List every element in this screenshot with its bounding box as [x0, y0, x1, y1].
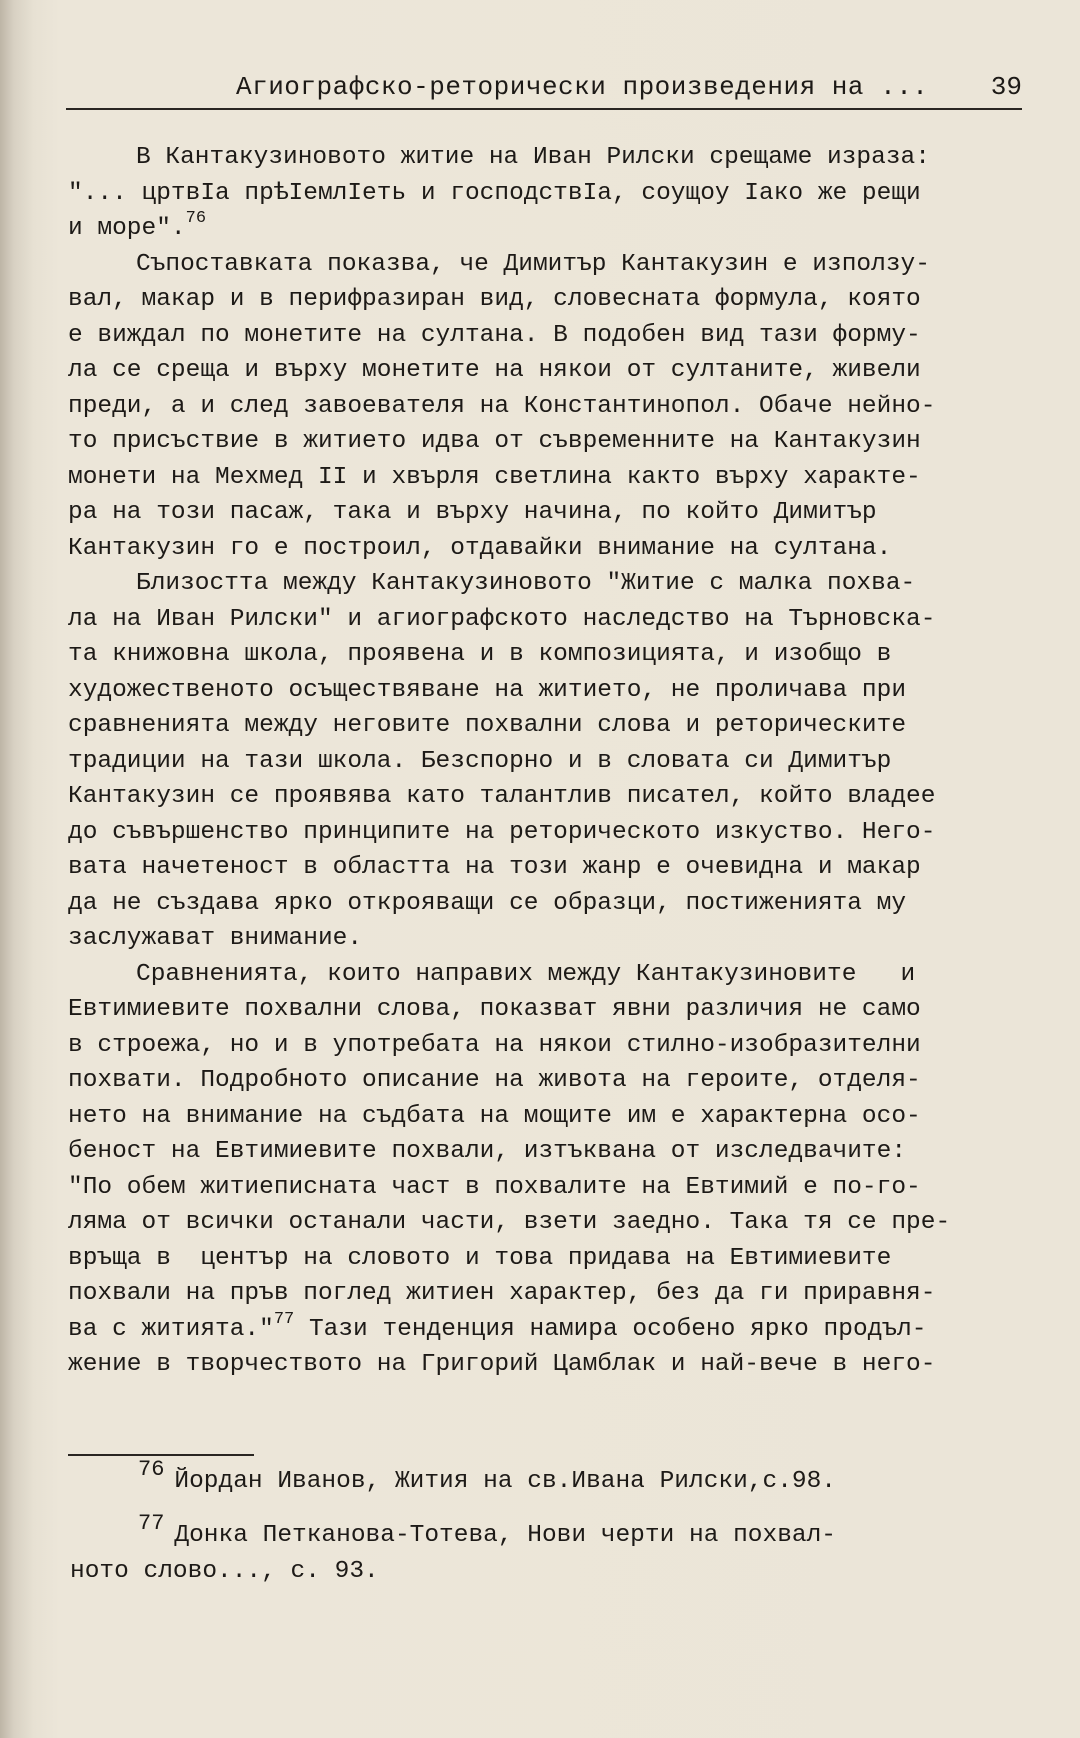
- text-line: "По обем житиеписната част в похвалите на Евтимий е по-го-: [68, 1173, 921, 1201]
- text-line: връща в център на словото и това придава на Евтимиевите: [68, 1244, 892, 1272]
- text-line: заслужават внимание.: [68, 925, 363, 952]
- footnote-77: [70, 1511, 1060, 1554]
- footnote-number: 77: [138, 1511, 165, 1536]
- text-line: В Кантакузиновото житие на Иван Рилски срещаме израза:: [136, 144, 930, 171]
- footnote-76: [70, 1457, 1060, 1500]
- text-line: беност на Евтимиевите похвали, изтъквана от изследвачите:: [68, 1138, 907, 1165]
- main-text: [68, 140, 1028, 1383]
- running-title: Агиографско-реторически произведения на ...: [236, 72, 929, 102]
- text-line: та книжовна школа, проявена и в композицията, и изобщо в: [68, 641, 892, 668]
- text-line: вал, макар и в перифразиран вид, словесната формула, която: [68, 286, 921, 313]
- text-line: в строежа, но и в употребата на някои стилно-изобразителни: [68, 1031, 921, 1059]
- text-line: монети на Мехмед II и хвърля светлина както върху характе-: [68, 463, 921, 491]
- text-line: ляма от всички останали части, взети заедно. Така тя се пре-: [68, 1209, 951, 1236]
- footnote-text: Донка Петканова-Тотева, Нови черти на похвал-: [174, 1522, 837, 1549]
- footnote-ref-77: 77: [273, 1309, 295, 1329]
- footnote-text: Йордан Иванов, Жития на св.Ивана Рилски,с.98.: [174, 1468, 837, 1495]
- text-line: [68, 1309, 1028, 1348]
- page-number: 39: [990, 72, 1022, 102]
- text-line: Съпоставката показва, че Димитър Кантакузин е използу-: [136, 250, 930, 278]
- text-line: то присъствие в житието идва от съвременните на Кантакузин: [68, 428, 921, 455]
- text-line: до съвършенство принципите на реторическото изкуство. Него-: [68, 818, 936, 846]
- text-line: Близостта между Кантакузиновото "Житие с малка похва-: [136, 570, 916, 597]
- text-line: нето на внимание на съдбата на мощите им е характерна осо-: [68, 1102, 921, 1130]
- text-line: Евтимиевите похвални слова, показват явни различия не само: [68, 996, 921, 1023]
- text-line: ла се среща и върху монетите на някои от султаните, живели: [68, 357, 921, 384]
- footnote-ref-76: 76: [185, 209, 207, 228]
- text-line: преди, а и след завоевателя на Константинопол. Обаче нейно-: [68, 392, 936, 420]
- text-fragment: Тази тенденция намира особено ярко продъл-: [294, 1315, 927, 1343]
- text-line: похвати. Подробното описание на живота на героите, отделя-: [68, 1067, 921, 1094]
- footnote-number: 76: [138, 1457, 165, 1482]
- text-line: ра на този пасаж, така и върху начина, по който Димитър: [68, 499, 877, 526]
- text-line: жение в творчеството на Григорий Цамблак и най-вече в него-: [68, 1351, 936, 1378]
- text-line: похвали на пръв поглед житиен характер, без да ги приравня-: [68, 1280, 936, 1307]
- text-line: сравненията между неговите похвални слова и реторическите: [68, 712, 907, 739]
- running-header: [66, 72, 1022, 110]
- footnotes: [70, 1457, 1060, 1590]
- text-line: художественото осъществяване на житието, не проличава при: [68, 676, 907, 704]
- text-line: [68, 211, 1028, 247]
- text-line: "... цртвIа прѣIемлIеть и господствIа, соущоу Iако же рещи: [68, 179, 921, 207]
- text-line: традиции на тази школа. Безспорно и в словата си Димитър: [68, 747, 892, 775]
- text-line: Кантакузин го е построил, отдавайки внимание на султана.: [68, 534, 892, 562]
- footnote-separator: [68, 1454, 254, 1456]
- text-line: е виждал по монетите на султана. В подобен вид тази форму-: [68, 321, 921, 349]
- text-fragment: ва с житията.": [68, 1315, 274, 1343]
- text-line: да не създава ярко открояващи се образци, постиженията му: [68, 889, 907, 917]
- text-line: Сравненията, които направих между Кантакузиновите и: [136, 960, 916, 988]
- text-line: вата начетеност в областта на този жанр е очевидна и макар: [68, 854, 921, 881]
- text-fragment: и море".: [68, 215, 186, 242]
- text-line: ла на Иван Рилски" и агиографското наследство на Търновска-: [68, 605, 936, 633]
- text-line: Кантакузин се проявява като талантлив писател, който владее: [68, 783, 936, 810]
- footnote-continuation: ното слово..., с. 93.: [70, 1558, 379, 1585]
